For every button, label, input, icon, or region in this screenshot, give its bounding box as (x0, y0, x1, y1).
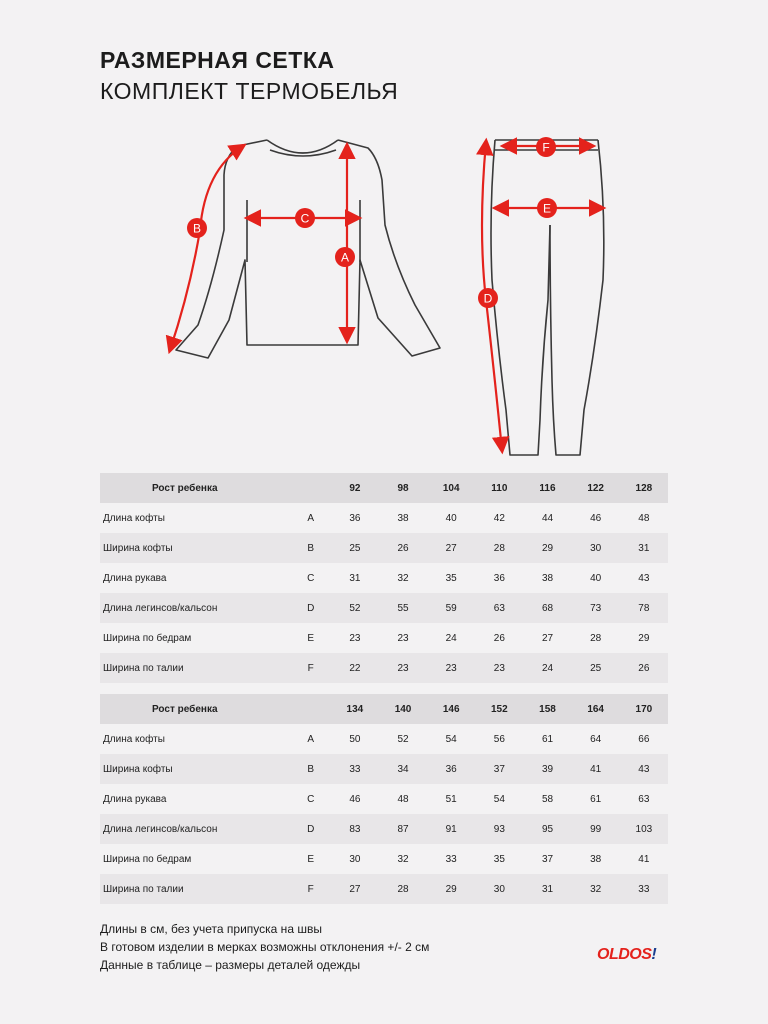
size-header-cell: 92 (331, 473, 379, 503)
table-row (100, 623, 668, 653)
measurement-value: 54 (445, 733, 457, 745)
measurement-value: 66 (638, 733, 650, 745)
table-row (100, 724, 668, 754)
measurement-name: Длина рукава (103, 572, 167, 584)
measurement-value: 26 (493, 632, 505, 644)
measurement-value: 33 (445, 853, 457, 865)
measurement-name: Ширина по талии (100, 874, 291, 904)
measurement-value: 34 (379, 754, 427, 784)
table-row (100, 593, 668, 623)
svg-text:D: D (483, 291, 493, 306)
measurement-value: 38 (397, 512, 409, 524)
table-row (100, 563, 668, 593)
size-header-cell: 146 (427, 694, 475, 724)
measurement-value: 43 (620, 754, 668, 784)
measurement-value: 32 (397, 572, 409, 584)
measurement-value: 87 (379, 814, 427, 844)
measurement-name: Длина легинсов/кальсон (100, 814, 291, 844)
leggings-outline (491, 140, 604, 455)
measurement-value: 32 (572, 874, 620, 904)
measurement-value: 30 (475, 874, 523, 904)
measurement-value: 99 (572, 814, 620, 844)
measurement-name: Ширина по талии (100, 653, 291, 683)
size-header-cell: 98 (379, 473, 427, 503)
svg-text:A: A (340, 250, 350, 265)
measurement-value: 43 (638, 572, 650, 584)
measurement-value: 64 (590, 733, 602, 745)
measurement-value: 103 (620, 814, 668, 844)
height-header-label: Рост ребенка (100, 694, 291, 724)
size-header-cell: 140 (379, 694, 427, 724)
measurement-value: 91 (427, 814, 475, 844)
note-line: В готовом изделии в мерках возможны отклонения +/- 2 см (100, 940, 430, 954)
measurement-value: 29 (638, 632, 650, 644)
measurement-value: 61 (590, 793, 602, 805)
badge-d (478, 288, 498, 308)
measurement-value: 37 (475, 754, 523, 784)
measurement-value: 51 (445, 793, 457, 805)
measurement-value: 31 (349, 572, 361, 584)
size-header-cell: 170 (620, 694, 668, 724)
measurement-code: B (291, 754, 331, 784)
size-header-cell: 110 (475, 473, 523, 503)
measurement-value: 28 (379, 874, 427, 904)
measurement-value: 39 (523, 754, 571, 784)
size-table-1-body (100, 473, 668, 683)
svg-text:B: B (192, 221, 202, 236)
table-row (100, 533, 668, 563)
measurement-code: C (307, 572, 315, 584)
measurement-value: 24 (445, 632, 457, 644)
measurement-value: 27 (331, 874, 379, 904)
measurement-code: D (291, 593, 331, 623)
measurement-value: 28 (475, 533, 523, 563)
measurement-name: Ширина по бедрам (103, 853, 192, 865)
badge-f (536, 137, 556, 157)
table-header-row (100, 473, 668, 503)
measurement-diagram (0, 0, 768, 470)
measurement-value: 41 (638, 853, 650, 865)
size-header-cell: 158 (523, 694, 571, 724)
size-table-1 (100, 473, 668, 683)
measurement-name: Ширина кофты (100, 754, 291, 784)
measurement-value: 23 (427, 653, 475, 683)
table-row (100, 814, 668, 844)
measurement-value: 29 (427, 874, 475, 904)
measurement-value: 28 (590, 632, 602, 644)
measurement-value: 26 (620, 653, 668, 683)
measurement-value: 46 (349, 793, 361, 805)
measurement-value: 31 (620, 533, 668, 563)
table-row (100, 503, 668, 533)
measurement-name: Ширина кофты (100, 533, 291, 563)
note-line: Данные в таблице – размеры деталей одежды (100, 958, 361, 972)
measurement-value: 95 (523, 814, 571, 844)
measurement-value: 63 (475, 593, 523, 623)
measurement-value: 23 (397, 632, 409, 644)
measurement-value: 33 (331, 754, 379, 784)
table-row (100, 754, 668, 784)
measurement-value: 33 (620, 874, 668, 904)
measurement-value: 25 (331, 533, 379, 563)
size-header-cell: 128 (620, 473, 668, 503)
measurement-value: 36 (493, 572, 505, 584)
measurement-code: E (307, 632, 315, 644)
measurement-value: 56 (493, 733, 505, 745)
measurement-value: 24 (523, 653, 571, 683)
measurement-value: 50 (349, 733, 361, 745)
measurement-value: 31 (523, 874, 571, 904)
measurement-value: 61 (541, 733, 554, 745)
brand-logo (597, 946, 656, 964)
measurement-value: 23 (475, 653, 523, 683)
measurement-code: E (307, 853, 315, 865)
footnotes (100, 920, 429, 974)
measurement-value: 40 (590, 572, 602, 584)
measurement-value: 52 (397, 733, 409, 745)
size-header-cell: 122 (572, 473, 620, 503)
header-spacer (291, 694, 331, 724)
measurement-value: 78 (620, 593, 668, 623)
measurement-value: 27 (427, 533, 475, 563)
measurement-code: D (291, 814, 331, 844)
measurement-value: 58 (541, 793, 554, 805)
measurement-value: 37 (541, 853, 554, 865)
measurement-value: 59 (427, 593, 475, 623)
measurement-value: 54 (493, 793, 505, 805)
height-header-label: Рост ребенка (100, 473, 291, 503)
measurement-value: 26 (379, 533, 427, 563)
measurement-value: 35 (445, 572, 457, 584)
measurement-value: 41 (572, 754, 620, 784)
measurement-value: 48 (638, 512, 650, 524)
measurement-code: A (307, 733, 315, 745)
measurement-code: C (307, 793, 315, 805)
measurement-code: A (307, 512, 315, 524)
table-row (100, 784, 668, 814)
badge-b (187, 218, 207, 238)
logo-mark: ! (651, 946, 657, 963)
measurement-value: 27 (541, 632, 554, 644)
size-header-cell: 164 (572, 694, 620, 724)
size-table-2-body (100, 694, 668, 904)
table-header-row (100, 694, 668, 724)
svg-text:F: F (542, 140, 550, 155)
measurement-code: B (291, 533, 331, 563)
table-row (100, 874, 668, 904)
measurement-value: 32 (397, 853, 409, 865)
measurement-name: Длина кофты (103, 733, 165, 745)
measurement-value: 35 (493, 853, 505, 865)
measurement-value: 23 (379, 653, 427, 683)
table-row (100, 653, 668, 683)
measurement-value: 36 (349, 512, 361, 524)
logo-text: OLDOS (597, 946, 652, 963)
measurement-value: 38 (590, 853, 602, 865)
size-header-cell: 134 (331, 694, 379, 724)
svg-text:C: C (300, 211, 310, 226)
measurement-value: 40 (445, 512, 457, 524)
measurement-value: 25 (572, 653, 620, 683)
measurement-value: 48 (397, 793, 409, 805)
measurement-value: 46 (590, 512, 602, 524)
page-subtitle: КОМПЛЕКТ ТЕРМОБЕЛЬЯ (100, 78, 399, 104)
measurement-value: 30 (572, 533, 620, 563)
size-table-2 (100, 694, 668, 904)
measurement-value: 63 (638, 793, 650, 805)
measurement-value: 42 (493, 512, 505, 524)
header-spacer (291, 473, 331, 503)
note-line: Длины в см, без учета припуска на швы (100, 922, 322, 936)
measurement-name: Длина рукава (103, 793, 167, 805)
measurement-name: Длина легинсов/кальсон (100, 593, 291, 623)
table-row (100, 844, 668, 874)
badge-e (537, 198, 557, 218)
measurement-value: 23 (349, 632, 361, 644)
measurement-value: 44 (541, 512, 554, 524)
measurement-value: 22 (331, 653, 379, 683)
size-header-cell: 152 (475, 694, 523, 724)
page-title: РАЗМЕРНАЯ СЕТКА (100, 47, 335, 73)
measurement-name: Длина кофты (103, 512, 165, 524)
measurement-value: 93 (475, 814, 523, 844)
measurement-value: 36 (427, 754, 475, 784)
badge-a (335, 247, 355, 267)
measurement-name: Ширина по бедрам (103, 632, 192, 644)
svg-text:E: E (542, 201, 552, 216)
measurement-code: F (291, 874, 331, 904)
measurement-value: 30 (349, 853, 361, 865)
size-header-cell: 116 (523, 473, 571, 503)
measurement-value: 38 (541, 572, 554, 584)
badge-c (295, 208, 315, 228)
measurement-value: 68 (523, 593, 571, 623)
size-header-cell: 104 (427, 473, 475, 503)
measurement-value: 73 (572, 593, 620, 623)
measurement-value: 55 (379, 593, 427, 623)
measurement-value: 29 (523, 533, 571, 563)
measurement-code: F (291, 653, 331, 683)
measurement-value: 52 (331, 593, 379, 623)
measurement-value: 83 (331, 814, 379, 844)
